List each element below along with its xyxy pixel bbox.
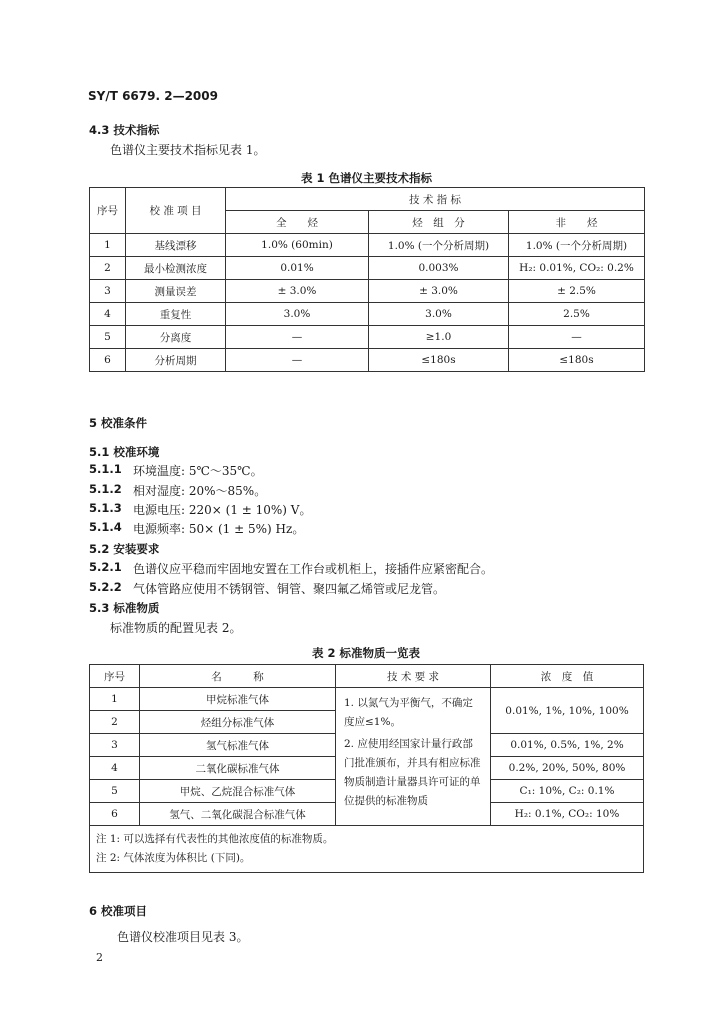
table1 — [89, 187, 645, 372]
table-cell: — — [226, 326, 369, 349]
table2-header-no: 序号 — [90, 665, 140, 688]
clause-number: 5.2.1 — [89, 560, 122, 574]
table-cell: 2 — [90, 711, 140, 734]
table-cell: 1 — [90, 688, 140, 711]
table-cell: H₂: 0.01%, CO₂: 0.2% — [509, 257, 645, 280]
table-cell: 1.0% (60min) — [226, 234, 369, 257]
clause-number: 5.1.1 — [89, 462, 122, 476]
table-cell: 5 — [90, 326, 126, 349]
table-cell: ≥1.0 — [369, 326, 509, 349]
clause-number: 5.1.2 — [89, 482, 122, 496]
table-cell: 0.2%, 20%, 50%, 80% — [491, 757, 644, 780]
table-row — [90, 234, 645, 257]
table-row — [90, 257, 645, 280]
section-4-3-heading: 4.3 技术指标 — [89, 123, 160, 137]
table-cell: 6 — [90, 349, 126, 372]
table-cell: 1 — [90, 234, 126, 257]
section-6-text: 色谱仪校准项目见表 3。 — [117, 930, 249, 944]
section-5-3-heading: 5.3 标准物质 — [89, 601, 160, 615]
table-cell: ± 2.5% — [509, 280, 645, 303]
table-cell: 甲烷、乙烷混合标准气体 — [140, 780, 336, 803]
table-cell: 3 — [90, 734, 140, 757]
table2-header-conc: 浓 度 值 — [491, 665, 644, 688]
table1-header-item: 校 准 项 目 — [126, 188, 226, 234]
clause-number: 5.2.2 — [89, 580, 122, 594]
table-cell: 测量误差 — [126, 280, 226, 303]
table-cell: 4 — [90, 303, 126, 326]
table-cell: 1.0% (一个分析周期) — [509, 234, 645, 257]
table-cell: ± 3.0% — [369, 280, 509, 303]
table-cell: 烃组分标准气体 — [140, 711, 336, 734]
table-row — [90, 303, 645, 326]
table-cell: 最小检测浓度 — [126, 257, 226, 280]
table-cell: 分析周期 — [126, 349, 226, 372]
table-cell: 1.0% (一个分析周期) — [369, 234, 509, 257]
table-cell: 0.01%, 0.5%, 1%, 2% — [491, 734, 644, 757]
section-5-heading: 5 校准条件 — [89, 416, 148, 430]
table-row — [90, 688, 644, 711]
table1-header-spec: 技 术 指 标 — [226, 188, 645, 211]
table-cell: 2 — [90, 257, 126, 280]
table-cell: 3 — [90, 280, 126, 303]
table1-subheader: 非 烃 — [509, 211, 645, 234]
table2-header-name: 名 称 — [140, 665, 336, 688]
table-cell: 2.5% — [509, 303, 645, 326]
table-row — [90, 326, 645, 349]
table-row — [90, 280, 645, 303]
page-number: 2 — [96, 951, 103, 964]
table-cell: 0.01%, 1%, 10%, 100% — [491, 688, 644, 734]
requirement-item: 1. 以氮气为平衡气，不确定度应≤1%。 — [344, 697, 473, 728]
table-cell: 分离度 — [126, 326, 226, 349]
clause-text: 电源电压: 220× (1 ± 10%) V。 — [133, 503, 312, 517]
table-cell: ± 3.0% — [226, 280, 369, 303]
clause-text: 气体管路应使用不锈钢管、铜管、聚四氟乙烯管或尼龙管。 — [133, 582, 446, 596]
clause-number: 5.1.4 — [89, 520, 122, 534]
table-cell: 二氧化碳标准气体 — [140, 757, 336, 780]
table-cell: 5 — [90, 780, 140, 803]
requirement-item: 2. 应使用经国家计量行政部门批准颁布，并具有相应标准物质制造计量器具许可证的单位提供的标准物质 — [344, 738, 481, 807]
table1-caption: 表 1 色谱仪主要技术指标 — [300, 171, 432, 185]
table-cell: — — [509, 326, 645, 349]
table2-header-req: 技 术 要 求 — [336, 665, 491, 688]
table-cell: 3.0% — [369, 303, 509, 326]
table-cell: 0.01% — [226, 257, 369, 280]
table-cell: 重复性 — [126, 303, 226, 326]
section-5-1-heading: 5.1 校准环境 — [89, 445, 160, 459]
table1-subheader: 全 烃 — [226, 211, 369, 234]
table-cell: ≤180s — [509, 349, 645, 372]
table1-header-no: 序号 — [90, 188, 126, 234]
clause-text: 相对湿度: 20%～85%。 — [133, 484, 267, 498]
clause-number: 5.1.3 — [89, 501, 122, 515]
clause-text: 电源频率: 50× (1 ± 5%) Hz。 — [133, 522, 305, 536]
table-cell: 3.0% — [226, 303, 369, 326]
table-cell: 6 — [90, 803, 140, 826]
table-cell: 氢气、二氧化碳混合标准气体 — [140, 803, 336, 826]
table-cell: H₂: 0.1%, CO₂: 10% — [491, 803, 644, 826]
table1-subheader: 烃 组 分 — [369, 211, 509, 234]
table-cell: 甲烷标准气体 — [140, 688, 336, 711]
table2-notes — [90, 826, 644, 873]
table-cell: 基线漂移 — [126, 234, 226, 257]
table-cell: — — [226, 349, 369, 372]
section-4-3-text: 色谱仪主要技术指标见表 1。 — [110, 143, 266, 157]
table2 — [89, 664, 644, 873]
table-cell: 4 — [90, 757, 140, 780]
section-6-heading: 6 校准项目 — [89, 904, 148, 918]
section-5-3-text: 标准物质的配置见表 2。 — [110, 621, 242, 635]
clause-text: 色谱仪应平稳而牢固地安置在工作台或机柜上，接插件应紧密配合。 — [133, 562, 494, 576]
table-row — [90, 349, 645, 372]
table-note: 注 1: 可以选择有代表性的其他浓度值的标准物质。 — [96, 833, 334, 845]
standard-number: SY/T 6679. 2—2009 — [88, 89, 218, 103]
table-cell: 0.003% — [369, 257, 509, 280]
section-5-2-heading: 5.2 安装要求 — [89, 542, 160, 556]
table-note: 注 2: 气体浓度为体积比 (下同)。 — [96, 852, 251, 864]
technical-requirements-cell — [336, 688, 491, 826]
table2-caption: 表 2 标准物质一览表 — [311, 646, 420, 660]
table-cell: 氢气标准气体 — [140, 734, 336, 757]
table-cell: C₁: 10%, C₂: 0.1% — [491, 780, 644, 803]
table-cell: ≤180s — [369, 349, 509, 372]
clause-text: 环境温度: 5℃～35℃。 — [133, 464, 263, 478]
